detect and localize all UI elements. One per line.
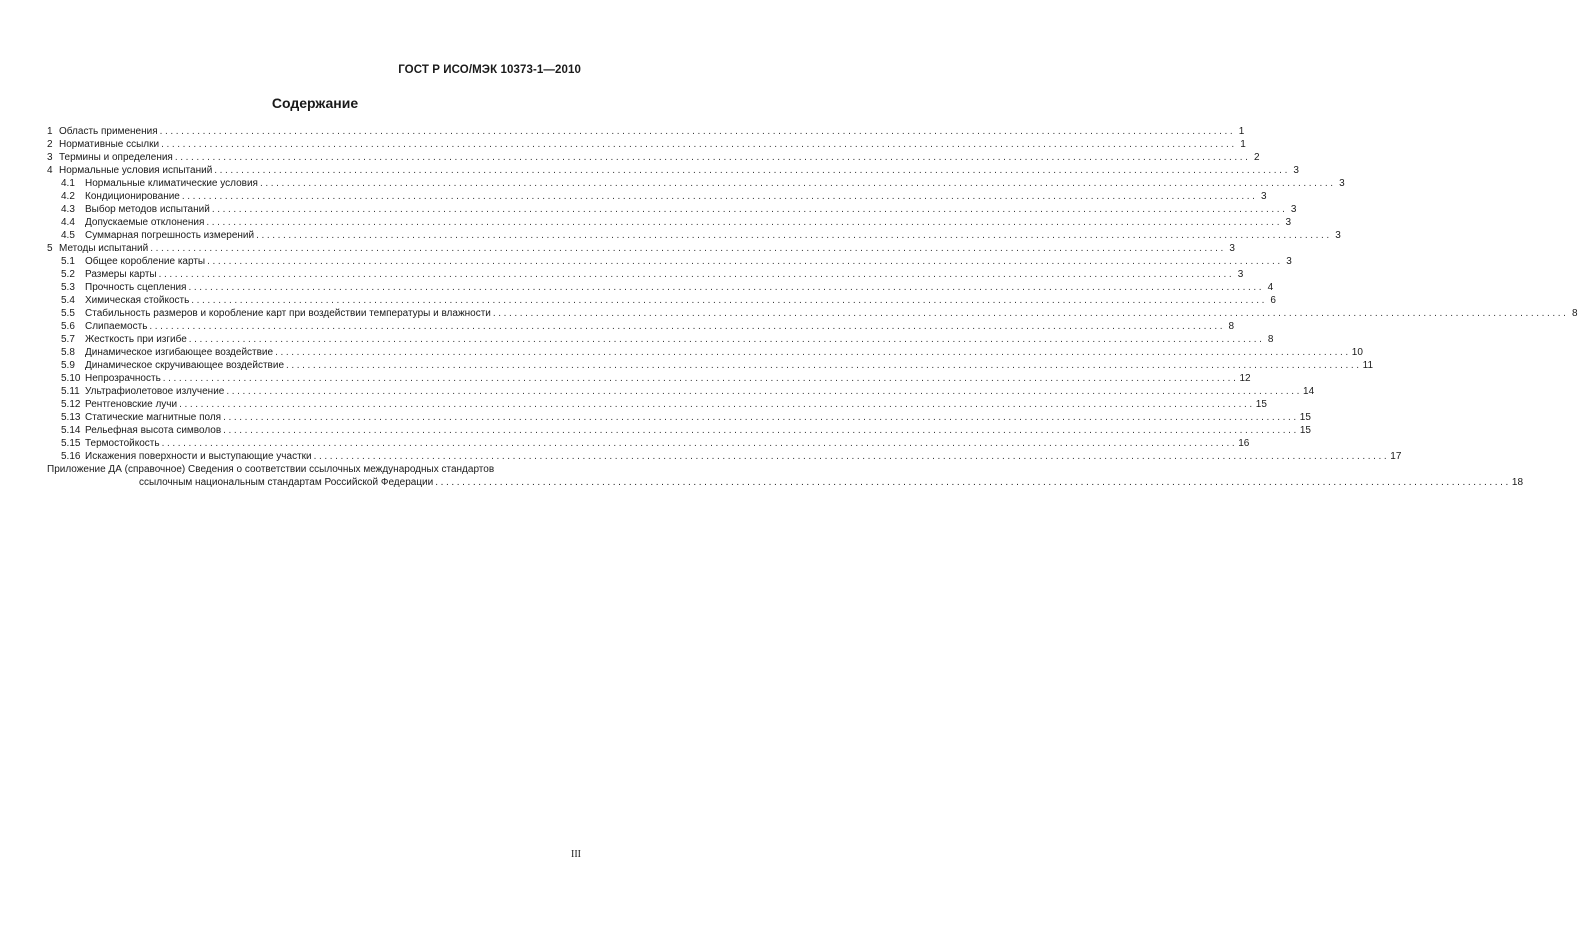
- toc-entry-number: 4.1: [61, 178, 75, 189]
- toc-entry-title: Слипаемость: [85, 321, 148, 332]
- toc-entry-title: Термостойкость: [85, 438, 160, 449]
- dot-leader: ........................................................................................................................................................................................................: [179, 399, 1255, 410]
- toc-entry[interactable]: [47, 398, 1267, 411]
- toc-entry-page: 3: [1286, 256, 1292, 267]
- toc-annex-entry[interactable]: [47, 463, 1524, 489]
- toc-entry[interactable]: [47, 255, 1292, 268]
- toc-entry-number: 5.9: [61, 360, 75, 371]
- toc-entry-page: 3: [1335, 230, 1341, 241]
- toc-entry-page: 3: [1339, 178, 1345, 189]
- toc-title: Содержание: [271, 95, 359, 111]
- dot-leader: ........................................................................................................................................................................................................: [181, 191, 1258, 202]
- toc-entry[interactable]: [47, 203, 1297, 216]
- dot-leader: ........................................................................................................................................................................................................: [161, 139, 1237, 150]
- toc-entry-page: 3: [1229, 243, 1235, 254]
- toc-entry-title: Допускаемые отклонения: [85, 217, 205, 228]
- toc-entry[interactable]: [47, 177, 1345, 190]
- toc-entry-page: 3: [1290, 204, 1297, 215]
- toc-entry-number: 4.5: [61, 230, 75, 241]
- toc-entry[interactable]: [47, 229, 1341, 242]
- toc-entry-title: Размеры карты: [85, 269, 157, 280]
- toc-entry[interactable]: [47, 411, 1311, 424]
- toc-entry-title: Динамическое изгибающее воздействие: [85, 347, 274, 358]
- toc-entry-number: 5.13: [61, 412, 81, 423]
- toc-entry-page: 1: [1240, 139, 1246, 150]
- toc-entry[interactable]: [47, 437, 1250, 450]
- toc-entry-title: Ультрафиолетовое излучение: [85, 386, 225, 397]
- toc-entry-number: 5.8: [61, 347, 75, 358]
- toc-entry-number: 5.16: [61, 451, 81, 462]
- toc-entry-title: Нормативные ссылки: [59, 139, 160, 150]
- toc-entry[interactable]: [47, 385, 1315, 398]
- dot-leader: ........................................................................................................................................................................................................: [161, 438, 1238, 449]
- dot-leader: ........................................................................................................................................................................................................: [313, 451, 1390, 462]
- toc-entry-number: 5.14: [61, 425, 81, 436]
- toc-entry-page: 4: [1267, 282, 1274, 293]
- toc-entry-number: 5.4: [61, 295, 75, 306]
- toc-entry-page: 1: [1238, 126, 1245, 137]
- dot-leader: ........................................................................................................................................................................................................: [207, 256, 1283, 267]
- toc-entry-title: Термины и определения: [59, 152, 173, 163]
- toc-entry-title: Область применения: [59, 126, 158, 137]
- toc-entry-number: 3: [47, 152, 53, 163]
- table-of-contents: [47, 125, 1578, 489]
- toc-entry-title: Жесткость при изгибе: [85, 334, 187, 345]
- toc-entry-title: Суммарная погрешность измерений: [85, 230, 255, 241]
- dot-leader: ........................................................................................................................................................................................................: [188, 334, 1265, 345]
- toc-entry[interactable]: [47, 242, 1235, 255]
- toc-entry-number: 5.5: [61, 308, 75, 319]
- toc-entry-number: 5.3: [61, 282, 75, 293]
- dot-leader: ........................................................................................................................................................................................................: [214, 165, 1290, 176]
- dot-leader: ........................................................................................................................................................................................................: [174, 152, 1251, 163]
- toc-entry-title: Методы испытаний: [59, 243, 149, 254]
- toc-entry-page: 8: [1267, 334, 1274, 345]
- toc-entry-number: 5.7: [61, 334, 75, 345]
- page-number: III: [571, 849, 581, 860]
- toc-entry-page: 15: [1299, 425, 1311, 436]
- toc-entry-number: 5: [47, 243, 53, 254]
- toc-entry-page: 17: [1390, 451, 1402, 462]
- toc-entry-page: 8: [1228, 321, 1235, 332]
- toc-entry-title: Нормальные условия испытаний: [59, 165, 213, 176]
- toc-entry-number: 2: [47, 139, 53, 150]
- toc-entry[interactable]: [47, 359, 1374, 372]
- dot-leader: ........................................................................................................................................................................................................: [259, 178, 1336, 189]
- toc-entry-page: 15: [1255, 399, 1267, 410]
- toc-entry[interactable]: [47, 450, 1402, 463]
- toc-entry-title: Кондиционирование: [85, 191, 180, 202]
- dot-leader: ........................................................................................................................................................................................................: [226, 386, 1303, 397]
- toc-entry-number: 5.1: [61, 256, 75, 267]
- toc-entry-page: 3: [1293, 165, 1299, 176]
- dot-leader: ........................................................................................................................................................................................................: [223, 412, 1299, 423]
- toc-entry[interactable]: [47, 333, 1274, 346]
- toc-entry-page: 14: [1303, 386, 1315, 397]
- toc-entry-title: Непрозрачность: [85, 373, 161, 384]
- toc-entry-title: Рентгеновские лучи: [85, 399, 178, 410]
- toc-entry-number: 5.15: [61, 438, 81, 449]
- dot-leader: ........................................................................................................................................................................................................: [435, 477, 1511, 488]
- toc-entry[interactable]: [47, 138, 1246, 151]
- toc-entry-number: 1: [47, 126, 53, 137]
- toc-entry-page: 10: [1351, 347, 1363, 358]
- toc-entry-title: Общее коробление карты: [85, 256, 206, 267]
- toc-entry-title: Рельефная высота символов: [85, 425, 222, 436]
- toc-entry-page: 3: [1285, 217, 1292, 228]
- dot-leader: ........................................................................................................................................................................................................: [162, 373, 1239, 384]
- standard-code: ГОСТ Р ИСО/МЭК 10373-1—2010: [398, 64, 581, 76]
- dot-leader: ........................................................................................................................................................................................................: [158, 269, 1235, 280]
- toc-entry-title: Химическая стойкость: [85, 295, 190, 306]
- toc-entry-number: 5.12: [61, 399, 81, 410]
- dot-leader: ........................................................................................................................................................................................................: [223, 425, 1299, 436]
- toc-entry-number: 5.2: [61, 269, 75, 280]
- dot-leader: ........................................................................................................................................................................................................: [191, 295, 1267, 306]
- toc-entry[interactable]: [47, 190, 1267, 203]
- toc-entry[interactable]: [47, 346, 1363, 359]
- toc-entry-title: Выбор методов испытаний: [85, 204, 210, 215]
- toc-entry-page: 8: [1572, 308, 1578, 319]
- toc-entry-page: 3: [1237, 269, 1244, 280]
- toc-entry-title: Динамическое скручивающее воздействие: [85, 360, 284, 371]
- toc-entry-title: Статические магнитные поля: [85, 412, 222, 423]
- toc-entry[interactable]: [47, 307, 1578, 320]
- toc-entry[interactable]: [47, 372, 1251, 385]
- toc-entry-number: 4.3: [61, 204, 75, 215]
- toc-entry-number: 5.6: [61, 321, 75, 332]
- dot-leader: ........................................................................................................................................................................................................: [211, 204, 1288, 215]
- toc-entry-number: 5.10: [61, 373, 81, 384]
- dot-leader: ........................................................................................................................................................................................................: [188, 282, 1265, 293]
- toc-entry[interactable]: [47, 294, 1276, 307]
- toc-entry[interactable]: [47, 424, 1311, 437]
- toc-entry-page: 11: [1362, 360, 1374, 371]
- toc-entry-number: 5.11: [61, 386, 80, 397]
- toc-entry-number: 4.4: [61, 217, 75, 228]
- toc-entry[interactable]: [47, 164, 1299, 177]
- toc-entry-number: 4.2: [61, 191, 75, 202]
- toc-entry[interactable]: [47, 268, 1244, 281]
- toc-entry-title: Искажения поверхности и выступающие участки: [85, 451, 312, 462]
- toc-entry-page: 16: [1238, 438, 1250, 449]
- dot-leader: ........................................................................................................................................................................................................: [286, 360, 1362, 371]
- toc-entry-page: 6: [1270, 295, 1276, 306]
- toc-entry-page: 3: [1260, 191, 1267, 202]
- dot-leader: ........................................................................................................................................................................................................: [159, 126, 1236, 137]
- dot-leader: ........................................................................................................................................................................................................: [206, 217, 1283, 228]
- toc-entry-page: 2: [1253, 152, 1260, 163]
- toc-entry[interactable]: [47, 320, 1235, 333]
- dot-leader: ........................................................................................................................................................................................................: [256, 230, 1332, 241]
- toc-entry[interactable]: [47, 281, 1274, 294]
- dot-leader: ........................................................................................................................................................................................................: [150, 243, 1226, 254]
- annex-title-line2: ссылочным национальным стандартам Российской Федерации: [139, 477, 434, 488]
- toc-entry-title: Нормальные климатические условия: [85, 178, 258, 189]
- dot-leader: ........................................................................................................................................................................................................: [149, 321, 1226, 332]
- toc-entry[interactable]: [47, 151, 1260, 164]
- toc-entry[interactable]: [47, 216, 1292, 229]
- toc-entry[interactable]: [47, 125, 1245, 138]
- toc-entry-page: 15: [1299, 412, 1311, 423]
- annex-page-number: 18: [1511, 477, 1524, 488]
- toc-entry-number: 4: [47, 165, 53, 176]
- dot-leader: ........................................................................................................................................................................................................: [275, 347, 1351, 358]
- toc-entry-title: Прочность сцепления: [85, 282, 187, 293]
- dot-leader: ........................................................................................................................................................................................................: [492, 308, 1569, 319]
- annex-title-line1: Приложение ДА (справочное) Сведения о соответствии ссылочных международных стандартов: [47, 464, 495, 475]
- toc-entry-title: Стабильность размеров и коробление карт при воздействии температуры и влажности: [85, 308, 491, 319]
- toc-entry-page: 12: [1239, 373, 1251, 384]
